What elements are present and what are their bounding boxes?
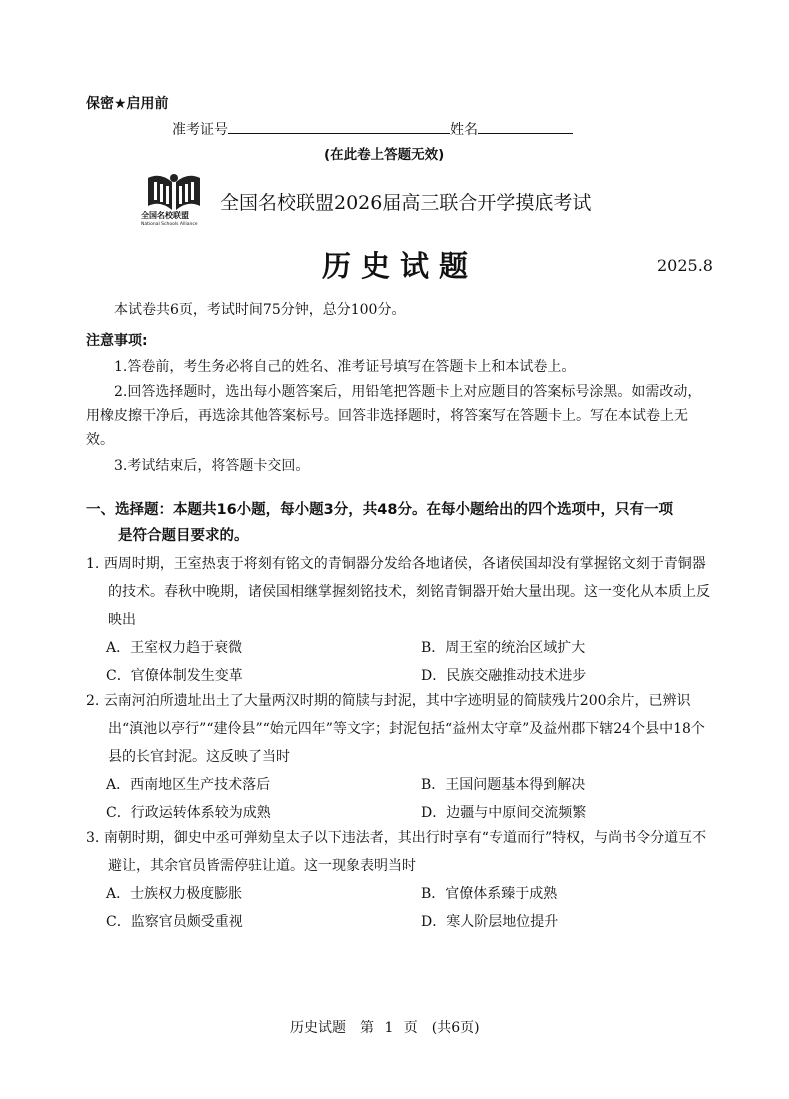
notice-heading: 注意事项: <box>86 333 148 349</box>
notice-item-3: 3.考试结束后，将答题卡交回。 <box>114 458 310 474</box>
option-b: B．官僚体系臻于成熟 <box>421 886 558 902</box>
page-footer: 历史试题 第 1 页 (共6页) <box>290 1020 480 1036</box>
exam-number-blank <box>228 119 450 134</box>
option-grid <box>106 634 711 690</box>
candidate-info-line <box>172 119 573 139</box>
question-stem <box>86 687 711 771</box>
option-b: B．周王室的统治区域扩大 <box>421 640 586 656</box>
option-d: D．民族交融推动技术进步 <box>421 668 587 684</box>
confidential-label: 保密★启用前 <box>86 96 169 112</box>
option-c: C．行政运转体系较为成熟 <box>106 805 271 821</box>
subject-title: 历史试题 <box>322 249 479 283</box>
name-blank <box>478 119 573 134</box>
option-b: B．王国问题基本得到解决 <box>421 777 586 793</box>
question-text: 云南河泊所遗址出土了大量两汉时期的简牍与封泥，其中字迹明显的简牍残片200余片，已辨识出“滇池以亭行”“建伶县”“始元四年”等文字；封泥包括“益州太守章”及益州郡下辖24个县中18个县的长官封泥。这反映了当时 <box>103 693 705 765</box>
section-heading <box>86 497 711 549</box>
question-stem <box>86 824 711 880</box>
question-number: 2. <box>86 693 100 709</box>
section-heading-line-1: 一、选择题：本题共16小题，每小题3分，共48分。在每小题给出的四个选项中，只有一项 <box>86 502 673 518</box>
question-stem <box>86 550 711 634</box>
question-2 <box>86 687 711 827</box>
logo-english-text: National Schools Alliance <box>141 222 198 227</box>
option-a: A．士族权力极度膨胀 <box>106 886 243 902</box>
invalid-notice: (在此卷上答题无效) <box>324 147 445 163</box>
option-c: C．监察官员颇受重视 <box>106 914 243 930</box>
exam-number-label: 准考证号 <box>172 122 228 138</box>
intro-text: 本试卷共6页，考试时间75分钟，总分100分。 <box>114 302 406 318</box>
alliance-logo-icon <box>142 170 206 230</box>
option-a: A．西南地区生产技术落后 <box>106 777 271 793</box>
question-number: 1. <box>86 556 100 572</box>
question-text: 西周时期，王室热衷于将刻有铭文的青铜器分发给各地诸侯，各诸侯国却没有掌握铭文刻于青铜器的技术。春秋中晚期，诸侯国相继掌握刻铭技术，刻铭青铜器开始大量出现。这一变化从本质上反映出 <box>103 556 710 628</box>
option-c: C．官僚体制发生变革 <box>106 668 243 684</box>
name-label: 姓名 <box>450 122 478 138</box>
notice-item-2: 2.回答选择题时，选出每小题答案后，用铅笔把答题卡上对应题目的答案标号涂黑。如需改动，用橡皮擦干净后，再选涂其他答案标号。回答非选择题时，将答案写在答题卡上。写在本试卷上无效。 <box>86 384 702 448</box>
section-heading-line-2: 是符合题目要求的。 <box>118 528 249 544</box>
question-1 <box>86 550 711 690</box>
question-3 <box>86 824 711 936</box>
question-text: 南朝时期，御史中丞可弹劾皇太子以下违法者，其出行时享有“专道而行”特权，与尚书令分道互不避让，其余官员皆需停驻让道。这一现象表明当时 <box>103 830 707 874</box>
logo-name-text: 全国名校联盟 <box>141 211 189 220</box>
option-grid <box>106 771 711 827</box>
question-number: 3. <box>86 830 100 846</box>
exam-date: 2025.8 <box>657 256 713 275</box>
option-a: A．王室权力趋于衰微 <box>106 640 243 656</box>
exam-title: 全国名校联盟2026届高三联合开学摸底考试 <box>220 192 592 214</box>
option-grid <box>106 880 711 936</box>
option-d: D．寒人阶层地位提升 <box>421 914 559 930</box>
notice-item-1: 1.答卷前，考生务必将自己的姓名、准考证号填写在答题卡上和本试卷上。 <box>114 359 576 375</box>
option-d: D．边疆与中原间交流频繁 <box>421 805 587 821</box>
